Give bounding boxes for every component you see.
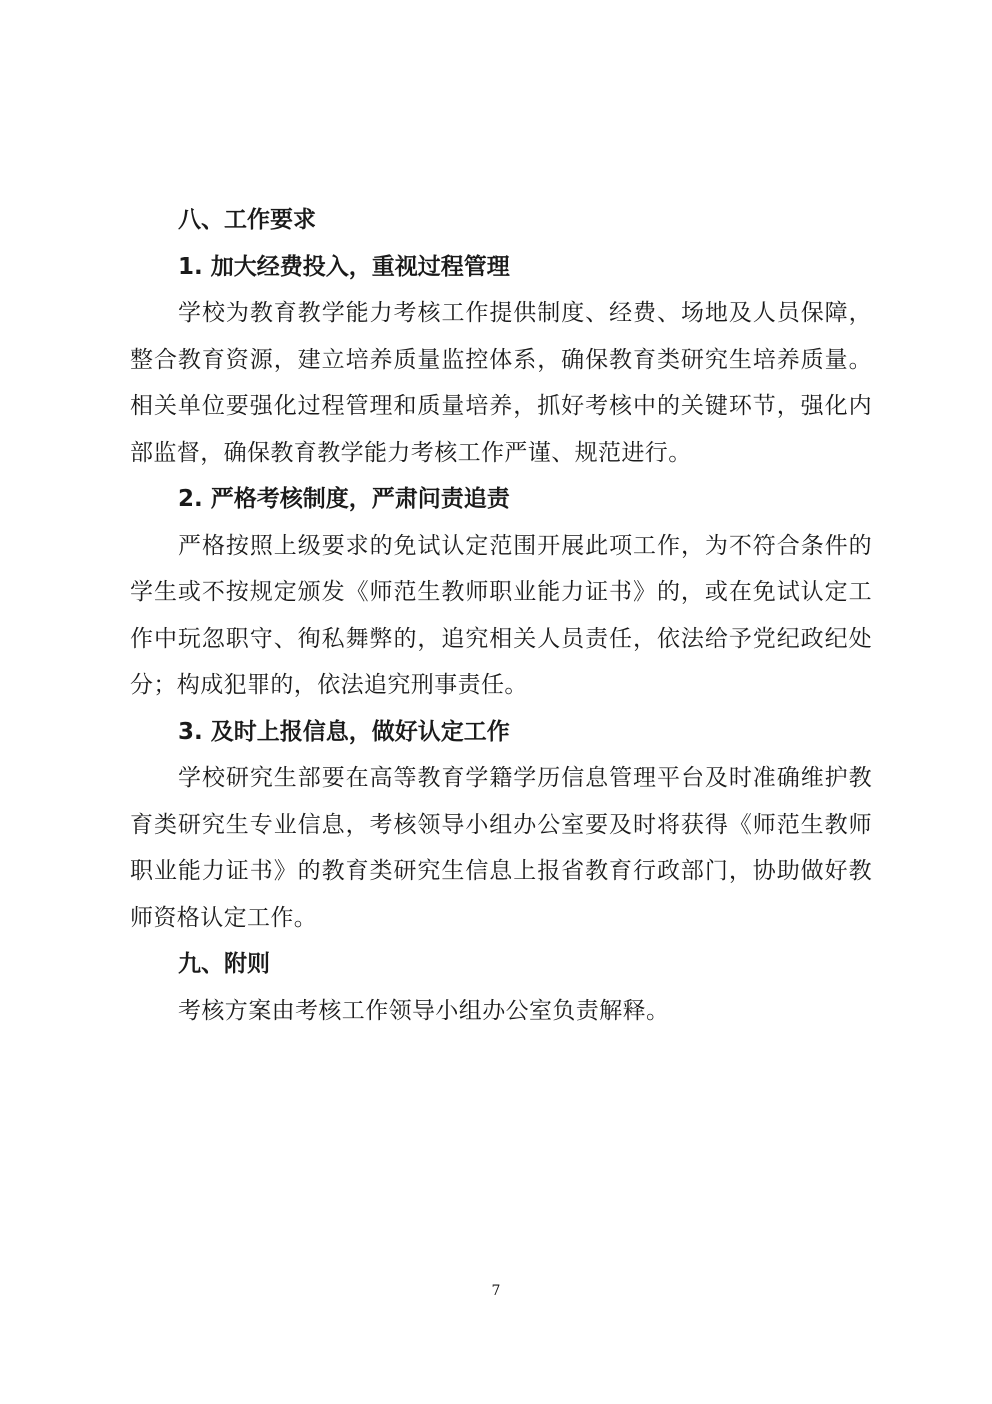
section-heading-supplementary: 九、附则 [178,951,270,977]
item-1-paragraph: 学校为教育教学能力考核工作提供制度、经费、场地及人员保障，整合教育资源，建立培养质量监控体系，确保教育类研究生培养质量。相关单位要强化过程管理和质量培养，抓好考核中的关键环节，强化内部监督，确保教育教学能力考核工作严谨、规范进行。 [130,300,872,466]
supplementary-paragraph: 考核方案由考核工作领导小组办公室负责解释。 [178,997,670,1024]
item-2-paragraph: 严格按照上级要求的免试认定范围开展此项工作，为不符合条件的学生或不按规定颁发《师范生教师职业能力证书》的，或在免试认定工作中玩忽职守、徇私舞弊的，追究相关人员责任，依法给予党纪政纪处分；构成犯罪的，依法追究刑事责任。 [130,532,872,698]
page-number: 7 [491,1283,501,1299]
item-3-paragraph: 学校研究生部要在高等教育学籍学历信息管理平台及时准确维护教育类研究生专业信息，考核领导小组办公室要及时将获得《师范生教师职业能力证书》的教育类研究生信息上报省教育行政部门，协助做好教师资格认定工作。 [130,765,872,931]
item-2-heading: 2. 严格考核制度，严肃问责追责 [178,486,510,512]
item-3-heading: 3. 及时上报信息，做好认定工作 [178,718,510,745]
section-heading-work-requirements: 八、工作要求 [178,207,316,233]
document-body [130,197,872,1034]
item-1-heading: 1. 加大经费投入，重视过程管理 [178,253,510,280]
